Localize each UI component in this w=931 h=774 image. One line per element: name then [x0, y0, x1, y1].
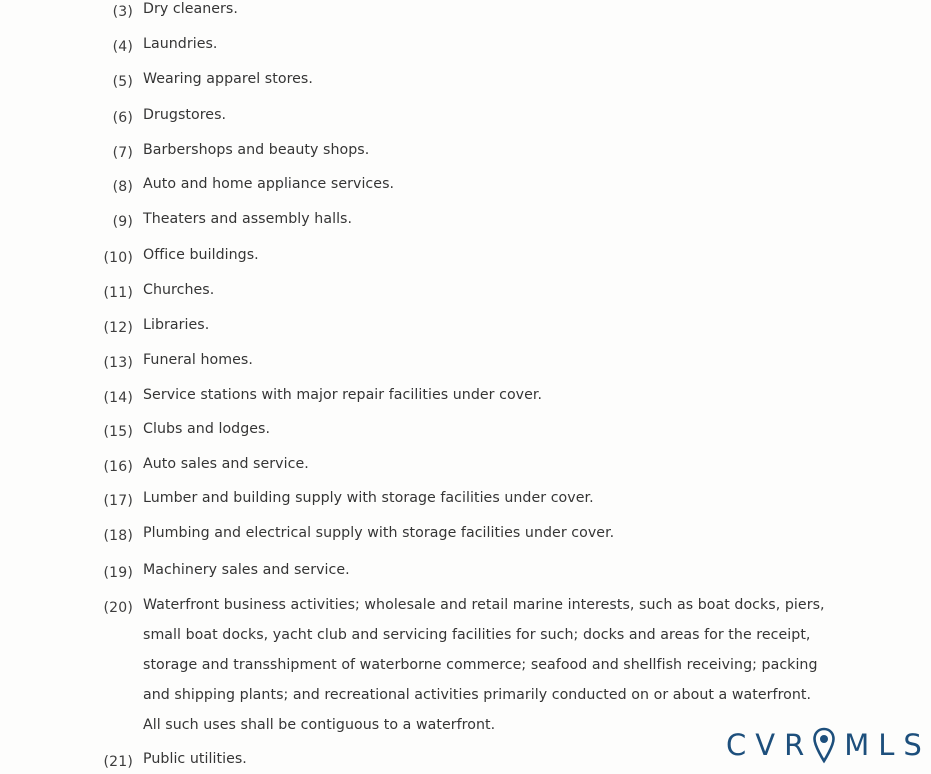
item-number: (14) — [103, 390, 133, 406]
item-number: (11) — [103, 285, 133, 301]
item-text: Theaters and assembly halls. — [143, 211, 353, 227]
item-number: (10) — [103, 250, 133, 266]
item-number: (16) — [103, 459, 133, 475]
item-text: Drugstores. — [143, 107, 227, 123]
item-text: Office buildings. — [143, 247, 259, 263]
item-text: Laundries. — [143, 36, 218, 52]
item-text: Funeral homes. — [143, 352, 253, 368]
item-number: (21) — [103, 754, 133, 770]
item-text: Plumbing and electrical supply with storage facilities under cover. — [143, 525, 615, 541]
item-number: (12) — [103, 320, 133, 336]
item-number: (19) — [103, 565, 133, 581]
item-number: (5) — [112, 74, 133, 90]
item-text: Dry cleaners. — [143, 1, 238, 17]
watermark-text-right: MLS — [844, 728, 931, 762]
item-number: (20) — [103, 600, 133, 616]
item-text: Machinery sales and service. — [143, 562, 350, 578]
item-text: Auto sales and service. — [143, 456, 309, 472]
item-number: (3) — [112, 4, 133, 20]
item-text: Auto and home appliance services. — [143, 176, 395, 192]
watermark-text-left: CVR — [726, 728, 814, 762]
item-text: Lumber and building supply with storage facilities under cover. — [143, 490, 594, 506]
item-text: Waterfront business activities; wholesale and retail marine interests, such as boat docks, piers, small boat docks, yacht club and servicing facilities for such; docks and areas for the receipt, storage and transshipment of waterborne commerce; seafood and shellfish receiving; packing and shipping plants; and recreational activities primarily conducted on or about a waterfront. All such uses shall be contiguous to a waterfront. — [143, 597, 825, 733]
item-text: Public utilities. — [143, 751, 247, 767]
item-number: (15) — [103, 424, 133, 440]
map-pin-icon — [813, 728, 835, 762]
item-text: Service stations with major repair facilities under cover. — [143, 387, 543, 403]
item-number: (13) — [103, 355, 133, 371]
item-number: (18) — [103, 528, 133, 544]
item-text: Barbershops and beauty shops. — [143, 142, 370, 158]
item-number: (6) — [112, 110, 133, 126]
item-text: Wearing apparel stores. — [143, 71, 313, 87]
item-text: Churches. — [143, 282, 215, 298]
item-number: (17) — [103, 493, 133, 509]
item-number: (7) — [112, 145, 133, 161]
item-number: (8) — [112, 179, 133, 195]
item-number: (9) — [112, 214, 133, 230]
item-text: Clubs and lodges. — [143, 421, 271, 437]
cvrmls-watermark — [726, 727, 931, 763]
item-number: (4) — [112, 39, 133, 55]
item-text: Libraries. — [143, 317, 210, 333]
